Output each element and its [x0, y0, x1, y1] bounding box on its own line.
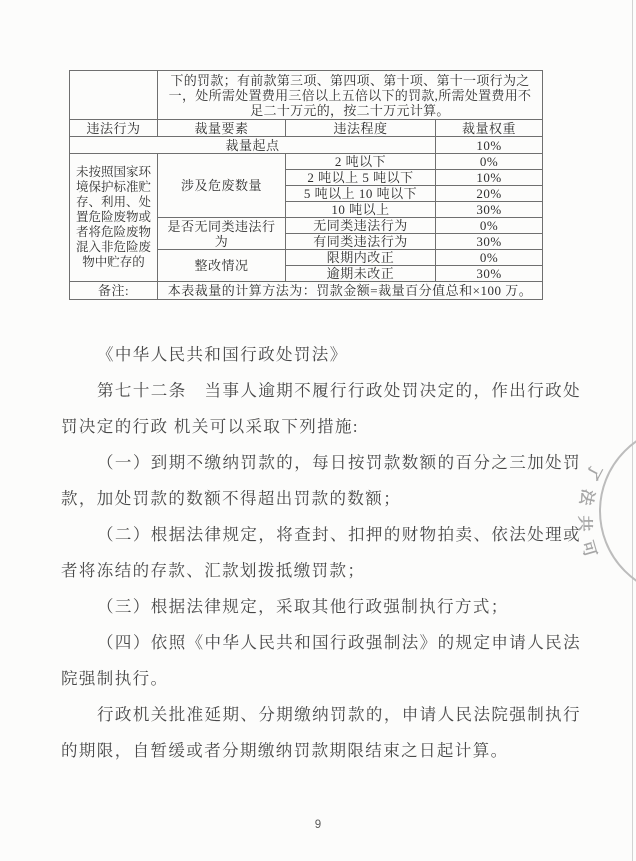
factor-rectification-cell: 整改情况 — [158, 250, 286, 282]
weight-cell: 30% — [436, 234, 543, 250]
paragraph-deadline: 行政机关批准延期、分期缴纳罚款的，申请人民法院强制执行的期限，自暂缓或者分期缴纳罚款期限结束之日起计算。 — [61, 705, 581, 760]
paragraph-item-4: （四）依照《中华人民共和国行政强制法》的规定申请人民法院强制执行。 — [61, 633, 581, 688]
weight-cell: 0% — [436, 154, 543, 170]
table-note-row — [70, 282, 543, 300]
continuation-text-cell: 下的罚款；有前款第三项、第四项、第十项、第十一项行为之一，处所需处置费用三倍以上五倍以下的罚款,所需处置费用不足二十万元的，按二十万元计算。 — [158, 71, 543, 120]
seal-character: 可 — [577, 539, 599, 560]
weight-cell: 0% — [436, 250, 543, 266]
weight-cell: 10% — [436, 170, 543, 186]
degree-cell: 无同类违法行为 — [286, 218, 436, 234]
penalty-discretion-table — [69, 70, 543, 300]
table-row — [70, 137, 543, 154]
seal-character: 共 — [575, 515, 593, 532]
col-header-violation-degree: 违法程度 — [286, 120, 436, 137]
paragraph-item-1: （一）到期不缴纳罚款的，每日按罚款数额的百分之三加处罚款，加处罚款的数额不得超出罚款的数额； — [61, 453, 581, 508]
seal-character: 了 — [581, 460, 605, 483]
degree-cell: 2 吨以上 5 吨以下 — [286, 170, 436, 186]
weight-cell: 30% — [436, 266, 543, 282]
violation-behavior-cell: 未按照国家环境保护标准贮存、利用、处置危险废物或者将危险废物混入非危险废物中贮存的 — [70, 154, 158, 282]
weight-cell: 30% — [436, 202, 543, 218]
weight-cell: 20% — [436, 186, 543, 202]
page-number: 9 — [314, 819, 322, 831]
table-header-row — [70, 120, 543, 137]
note-text-cell: 本表裁量的计算方法为：罚款金额=裁量百分值总和×100 万。 — [158, 282, 543, 300]
start-point-cell: 裁量起点 — [70, 137, 436, 154]
degree-cell: 10 吨以上 — [286, 202, 436, 218]
table-row — [70, 71, 543, 120]
degree-cell: 有同类违法行为 — [286, 234, 436, 250]
degree-cell: 逾期未改正 — [286, 266, 436, 282]
col-header-violation-behavior: 违法行为 — [70, 120, 158, 137]
factor-same-violation-cell: 是否无同类违法行为 — [158, 218, 286, 250]
paragraph-article-72: 第七十二条 当事人逾期不履行行政处罚决定的，作出行政处罚决定的行政 机关可以采取下列措施: — [61, 381, 581, 436]
degree-cell: 限期内改正 — [286, 250, 436, 266]
seal-character: 法 — [575, 487, 597, 507]
degree-cell: 5 吨以上 10 吨以下 — [286, 186, 436, 202]
factor-quantity-cell: 涉及危废数量 — [158, 154, 286, 218]
start-point-weight-cell: 10% — [436, 137, 543, 154]
degree-cell: 2 吨以下 — [286, 154, 436, 170]
partial-seal-ring-icon — [599, 425, 636, 597]
paragraph-item-3: （三）根据法律规定，采取其他行政强制执行方式； — [97, 597, 509, 616]
table-row — [70, 154, 543, 170]
weight-cell: 0% — [436, 218, 543, 234]
note-label-cell: 备注: — [70, 282, 158, 300]
empty-continuation-cell — [70, 71, 158, 120]
body-text — [61, 337, 581, 769]
paragraph-item-2: （二）根据法律规定，将查封、扣押的财物拍卖、依法处理或者将冻结的存款、汇款划拨抵缴罚款； — [61, 525, 581, 580]
law-title: 《中华人民共和国行政处罚法》 — [97, 345, 348, 364]
col-header-discretion-factor: 裁量要素 — [158, 120, 286, 137]
page-edge-line — [632, 0, 633, 861]
col-header-discretion-weight: 裁量权重 — [436, 120, 543, 137]
